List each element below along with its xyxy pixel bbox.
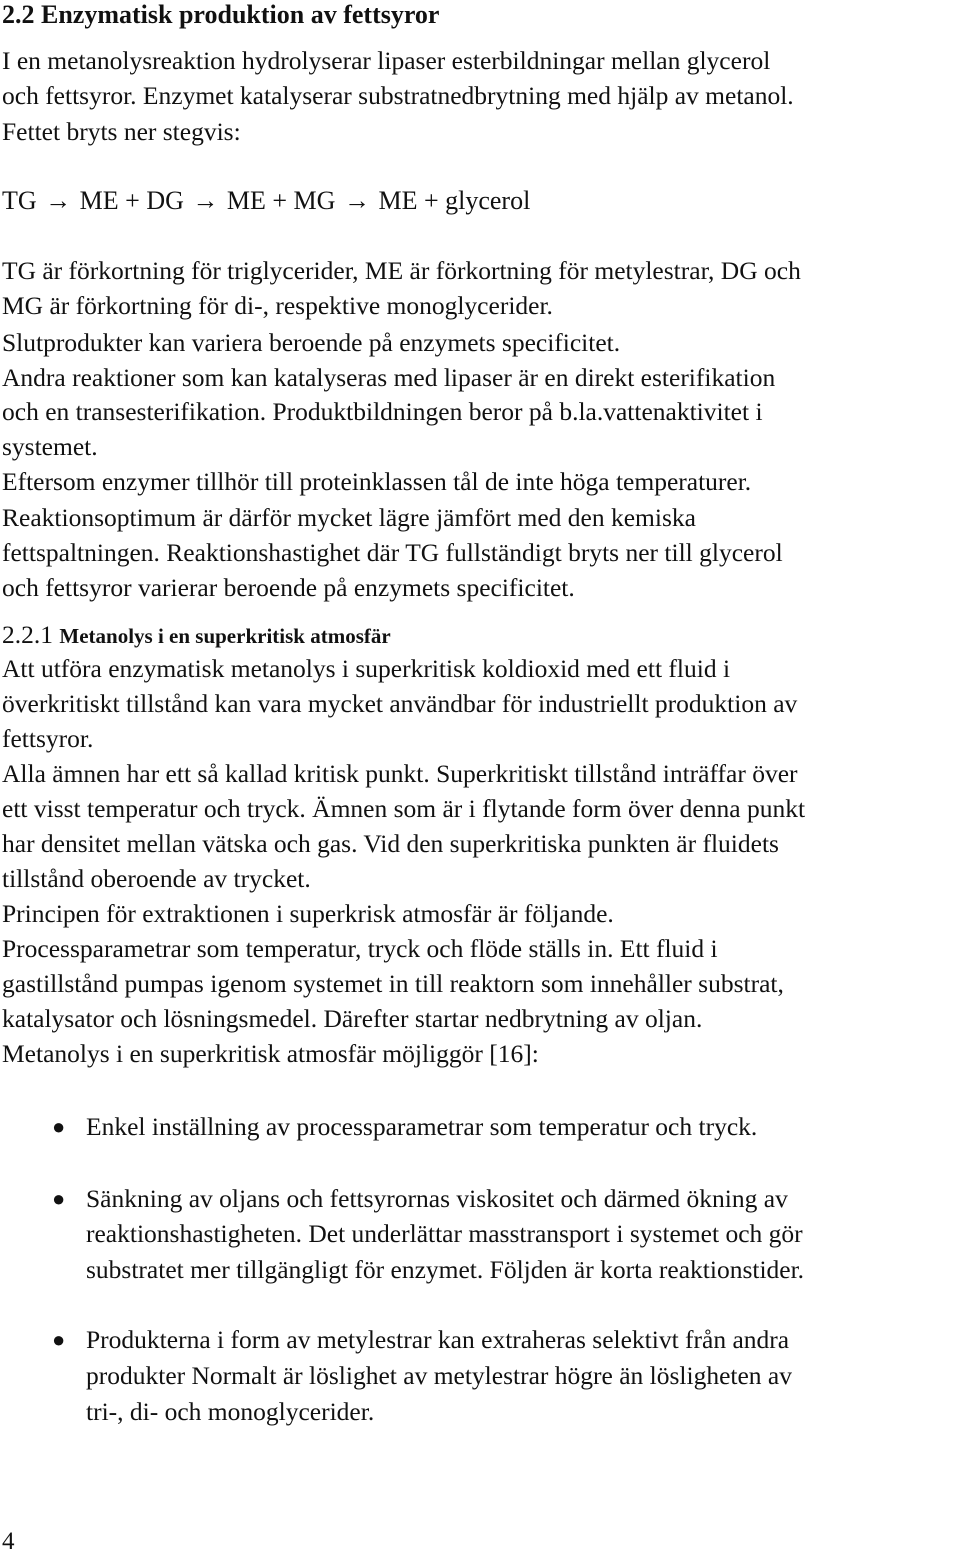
para2-line-6: har densitet mellan vätska och gas. Vid den superkritiska punkten är fluidets	[2, 829, 779, 858]
bullet-3-line-3: tri-, di- och monoglycerider.	[86, 1397, 375, 1426]
reaction-arrow-3: →	[343, 186, 370, 215]
para1-line-8: Reaktionsoptimum är därför mycket lägre jämfört med den kemiska	[2, 503, 696, 532]
para1-line-4: Andra reaktioner som kan katalyseras med lipaser är en direkt esterifikation	[2, 363, 776, 392]
para1-line-2: MG är förkortning för di-, respektive monoglycerider.	[2, 291, 553, 320]
intro-line-1: I en metanolysreaktion hydrolyserar lipaser esterbildningar mellan glycerol	[2, 46, 771, 75]
para1-line-6: systemet.	[2, 432, 98, 461]
para2-line-2: överkritiskt tillstånd kan vara mycket användbar för industriellt produktion av	[2, 689, 798, 718]
bullet-3-line-2: produkter Normalt är löslighet av metylestrar högre än lösligheten av	[86, 1361, 792, 1390]
para2-line-10: gastillstånd pumpas igenom systemet in till reaktorn som innehåller substrat,	[2, 969, 784, 998]
bullet-icon: ●	[52, 1327, 66, 1352]
para1-line-10: och fettsyror varierar beroende på enzymets specificitet.	[2, 573, 575, 602]
para1-line-3: Slutprodukter kan variera beroende på enzymets specificitet.	[2, 328, 621, 357]
para2-line-12: Metanolys i en superkritisk atmosfär möjliggör [16]:	[2, 1039, 539, 1068]
reaction-scheme	[2, 186, 530, 216]
para2-line-11: katalysator och lösningsmedel. Därefter startar nedbrytning av oljan.	[2, 1004, 703, 1033]
para2-line-7: tillstånd oberoende av trycket.	[2, 864, 311, 893]
para2-line-9: Processparametrar som temperatur, tryck och flöde ställs in. Ett fluid i	[2, 934, 718, 963]
intro-line-3: Fettet bryts ner stegvis:	[2, 117, 241, 146]
reaction-me-mg: ME + MG	[226, 186, 336, 215]
section-heading: 2.2 Enzymatisk produktion av fettsyror	[2, 0, 440, 29]
bullet-icon: ●	[52, 1186, 66, 1211]
para2-line-4: Alla ämnen har ett så kallad kritisk punkt. Superkritiskt tillstånd inträffar över	[2, 759, 798, 788]
para1-line-9: fettspaltningen. Reaktionshastighet där TG fullständigt bryts ner till glycerol	[2, 538, 783, 567]
reaction-me-glycerol: ME + glycerol	[378, 186, 531, 215]
intro-line-2: och fettsyror. Enzymet katalyserar substratnedbrytning med hjälp av metanol.	[2, 81, 794, 110]
para1-line-7: Eftersom enzymer tillhör till proteinklassen tål de inte höga temperaturer.	[2, 467, 752, 496]
page-number: 4	[2, 1528, 15, 1555]
subsection-heading	[2, 620, 391, 651]
subsection-title: Metanolys i en superkritisk atmosfär	[59, 624, 391, 648]
reaction-tg: TG	[2, 186, 37, 215]
para2-line-1: Att utföra enzymatisk metanolys i superkritisk koldioxid med ett fluid i	[2, 654, 731, 683]
reaction-me-dg: ME + DG	[79, 186, 184, 215]
bullet-icon: ●	[52, 1114, 66, 1139]
para2-line-5: ett visst temperatur och tryck. Ämnen som är i flytande form över denna punkt	[2, 794, 806, 823]
bullet-2-line-1: Sänkning av oljans och fettsyrornas viskositet och därmed ökning av	[86, 1184, 788, 1213]
reaction-arrow-2: →	[192, 186, 219, 215]
para2-line-8: Principen för extraktionen i superkrisk atmosfär är följande.	[2, 899, 614, 928]
bullet-3-line-1: Produkterna i form av metylestrar kan extraheras selektivt från andra	[86, 1325, 790, 1354]
subsection-number: 2.2.1	[2, 620, 53, 649]
para2-line-3: fettsyror.	[2, 724, 94, 753]
bullet-2-line-2: reaktionshastigheten. Det underlättar masstransport i systemet och gör	[86, 1219, 803, 1248]
reaction-arrow-1: →	[45, 186, 72, 215]
para1-line-5: och en transesterifikation. Produktbildningen beror på b.la.vattenaktivitet i	[2, 397, 763, 426]
bullet-1-line-1: Enkel inställning av processparametrar som temperatur och tryck.	[86, 1112, 758, 1141]
bullet-2-line-3: substratet mer tillgängligt för enzymet. Följden är korta reaktionstider.	[86, 1255, 805, 1284]
para1-line-1: TG är förkortning för triglycerider, ME är förkortning för metylestrar, DG och	[2, 256, 801, 285]
